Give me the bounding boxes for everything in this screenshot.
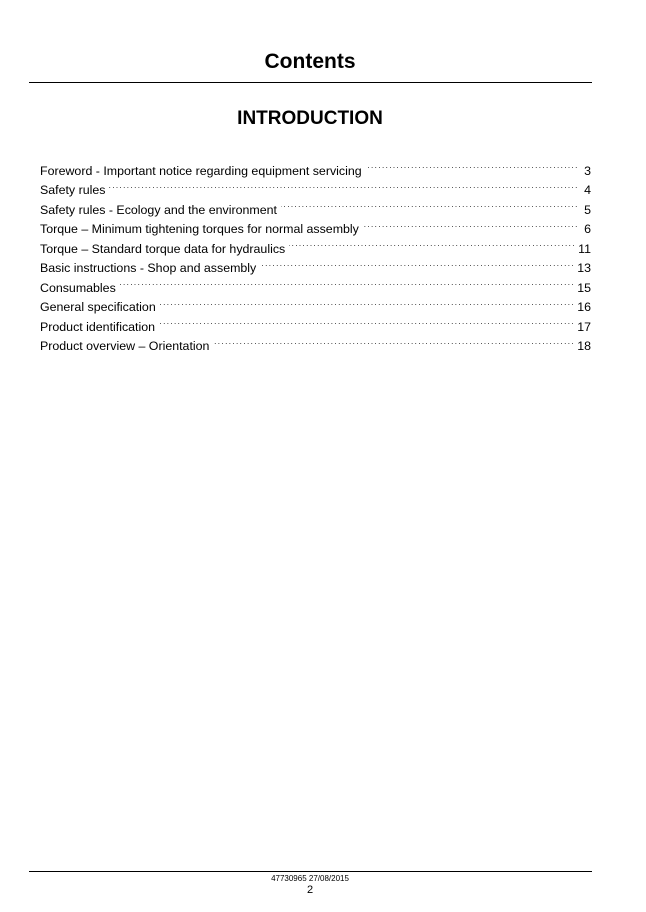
dot-leader (289, 233, 574, 253)
dot-leader (213, 331, 573, 351)
table-of-contents (40, 155, 591, 353)
toc-entry-label: Torque – Standard torque data for hydraulics (40, 241, 286, 256)
toc-entry-page: 11 (578, 241, 591, 256)
dot-leader (160, 292, 573, 312)
toc-entry-page: 16 (577, 300, 591, 314)
toc-entry-consumables[interactable] (40, 272, 591, 295)
toc-entry-label: Safety rules (40, 183, 106, 197)
toc-entry-page: 3 (584, 163, 591, 178)
toc-entry-page: 17 (577, 319, 591, 334)
toc-entry-label: Foreword - Important notice regarding equipment servicing (40, 163, 362, 178)
page-title: Contents (264, 50, 356, 73)
dot-leader (260, 253, 573, 273)
toc-entry-label: Safety rules - Ecology and the environment (40, 202, 277, 217)
dot-leader (366, 155, 577, 175)
header-divider (29, 82, 592, 83)
dot-leader (363, 214, 577, 234)
footer-divider (29, 871, 592, 872)
toc-entry-label: Consumables (40, 280, 116, 295)
toc-entry-page: 5 (584, 202, 591, 217)
toc-entry-label: Torque – Minimum tightening torques for normal assembly (40, 222, 359, 236)
section-title: INTRODUCTION (237, 108, 383, 129)
toc-entry-label: General specification (40, 300, 156, 314)
toc-entry-page: 15 (577, 280, 591, 295)
toc-entry-safety-rules[interactable] (40, 175, 591, 195)
page-number: 2 (306, 884, 314, 896)
dot-leader (120, 272, 573, 292)
toc-entry-page: 13 (577, 261, 591, 275)
toc-entry-page: 4 (584, 183, 591, 197)
toc-entry-label: Product identification (40, 319, 156, 334)
toc-entry-safety-ecology[interactable] (40, 194, 591, 217)
dot-leader (109, 175, 577, 195)
document-code: 47730965 27/08/2015 (271, 874, 349, 883)
toc-entry-foreword[interactable] (40, 155, 591, 178)
toc-entry-label: Basic instructions - Shop and assembly (40, 261, 257, 275)
toc-entry-page: 6 (584, 222, 591, 236)
dot-leader (281, 194, 577, 214)
dot-leader (159, 311, 573, 331)
toc-entry-page: 18 (577, 339, 591, 353)
toc-entry-label: Product overview – Orientation (40, 339, 210, 353)
toc-entry-general-specification[interactable] (40, 292, 591, 312)
